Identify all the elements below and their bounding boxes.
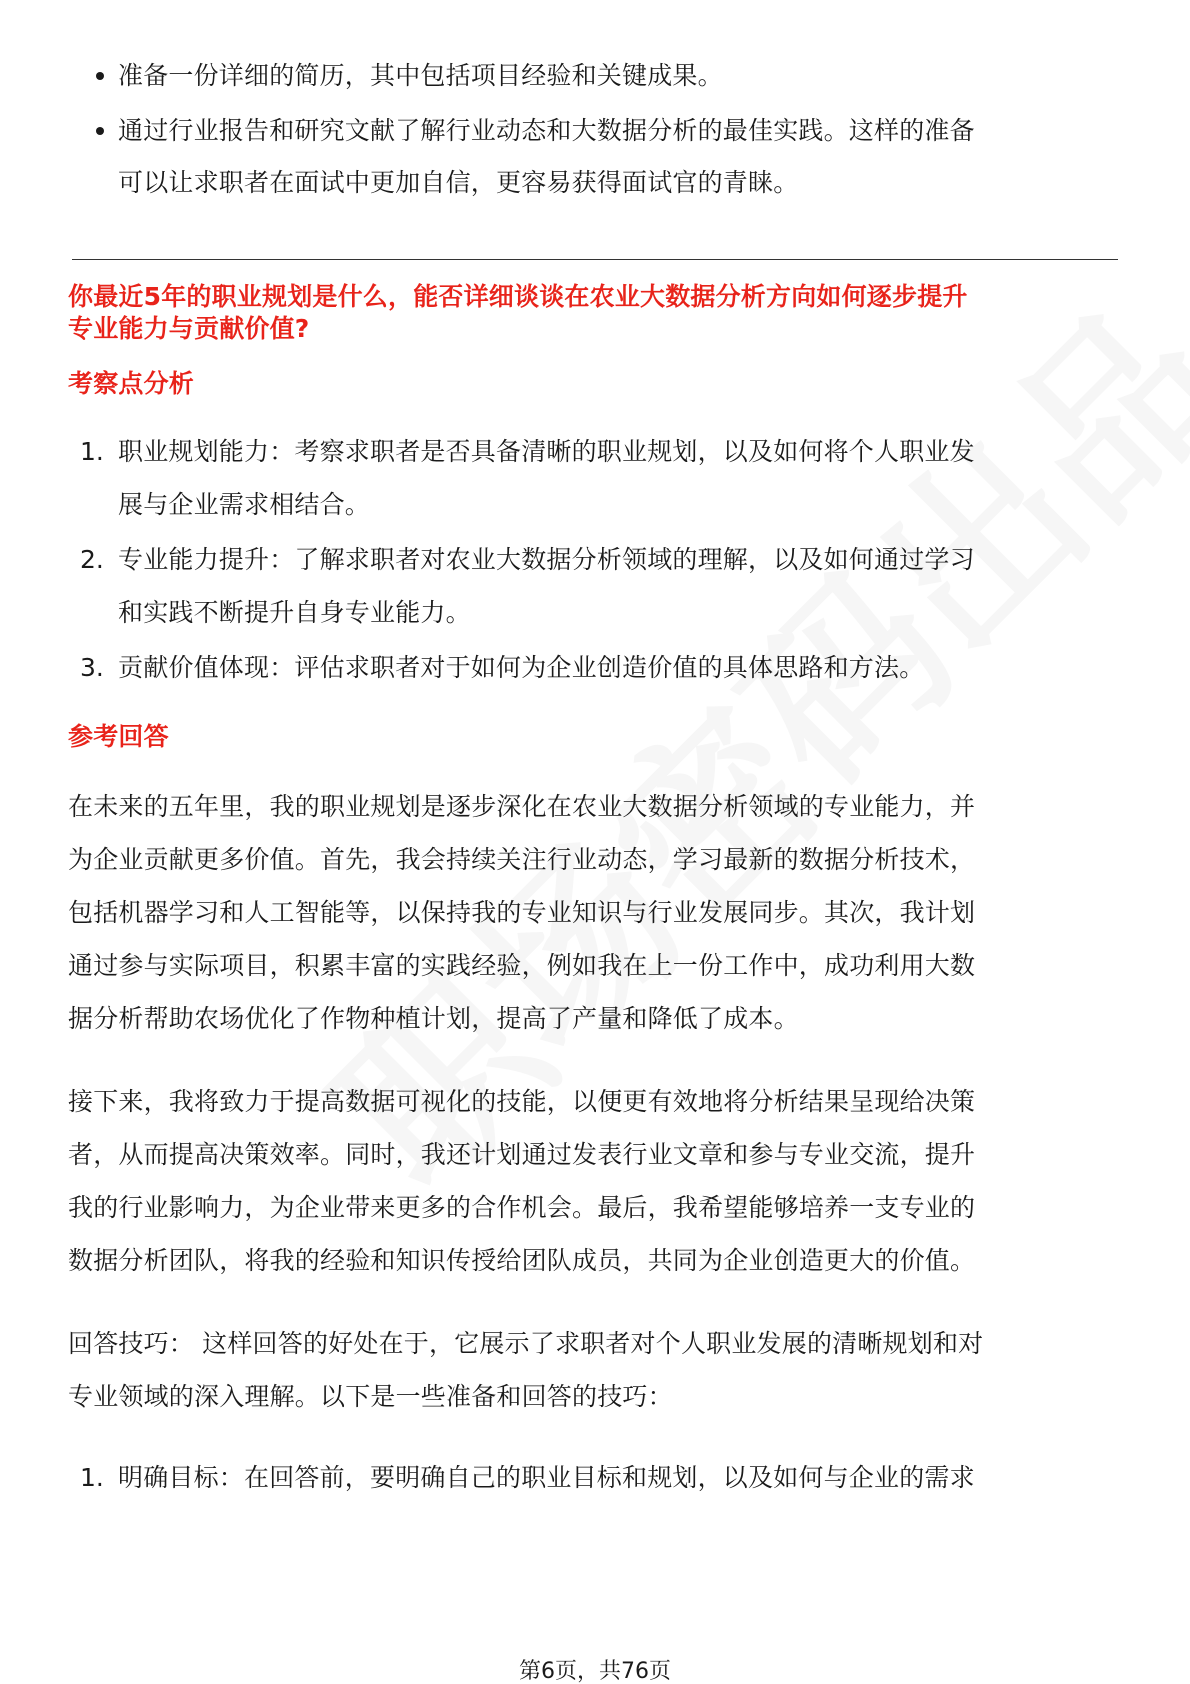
answer-paragraph-line: 通过参与实际项目，积累丰富的实践经验，例如我在上一份工作中，成功利用大数 [68,951,976,980]
bullet-text-continued: 可以让求职者在面试中更加自信，更容易获得面试官的青睐。 [118,168,799,197]
question-title-continued: 专业能力与贡献价值? [68,314,310,343]
answer-paragraph-line: 数据分析团队，将我的经验和知识传授给团队成员，共同为企业创造更大的价值。 [68,1246,976,1275]
list-number: 1. [80,1463,104,1492]
answer-paragraph-line: 据分析帮助农场优化了作物种植计划，提高了产量和降低了成本。 [68,1004,799,1033]
list-number: 3. [80,653,104,682]
list-item-text: 贡献价值体现：评估求职者对于如何为企业创造价值的具体思路和方法。 [118,653,925,682]
tips-line: 回答技巧： 这样回答的好处在于，它展示了求职者对个人职业发展的清晰规划和对 [68,1329,984,1358]
answer-paragraph-line: 接下来，我将致力于提高数据可视化的技能，以便更有效地将分析结果呈现给决策 [68,1087,976,1116]
tips-line: 专业领域的深入理解。以下是一些准备和回答的技巧： [68,1382,673,1411]
bullet-text: 准备一份详细的简历，其中包括项目经验和关键成果。 [118,61,723,90]
analysis-heading: 考察点分析 [68,369,195,398]
answer-paragraph-line: 在未来的五年里，我的职业规划是逐步深化在农业大数据分析领域的专业能力，并 [68,792,976,821]
section-divider [72,259,1118,260]
list-number: 1. [80,437,104,466]
list-item-text-continued: 展与企业需求相结合。 [118,490,371,519]
list-item-text: 职业规划能力：考察求职者是否具备清晰的职业规划，以及如何将个人职业发 [118,437,975,466]
tip-item-text: 明确目标：在回答前，要明确自己的职业目标和规划，以及如何与企业的需求 [118,1463,975,1492]
list-item-text: 专业能力提升：了解求职者对农业大数据分析领域的理解，以及如何通过学习 [118,545,975,574]
bullet-dot [96,72,104,80]
page-footer: 第6页，共76页 [519,1659,671,1684]
answer-paragraph-line: 者，从而提高决策效率。同时，我还计划通过发表行业文章和参与专业交流，提升 [68,1140,976,1169]
list-item-text-continued: 和实践不断提升自身专业能力。 [118,598,471,627]
answer-paragraph-line: 我的行业影响力，为企业带来更多的合作机会。最后，我希望能够培养一支专业的 [68,1193,976,1222]
answer-paragraph-line: 包括机器学习和人工智能等，以保持我的专业知识与行业发展同步。其次，我计划 [68,898,976,927]
answer-heading: 参考回答 [68,722,169,751]
question-title: 你最近5年的职业规划是什么，能否详细谈谈在农业大数据分析方向如何逐步提升 [68,282,968,311]
bullet-dot [96,127,104,135]
list-number: 2. [80,545,104,574]
answer-paragraph-line: 为企业贡献更多价值。首先，我会持续关注行业动态，学习最新的数据分析技术， [68,845,976,874]
bullet-text: 通过行业报告和研究文献了解行业动态和大数据分析的最佳实践。这样的准备 [118,116,975,145]
